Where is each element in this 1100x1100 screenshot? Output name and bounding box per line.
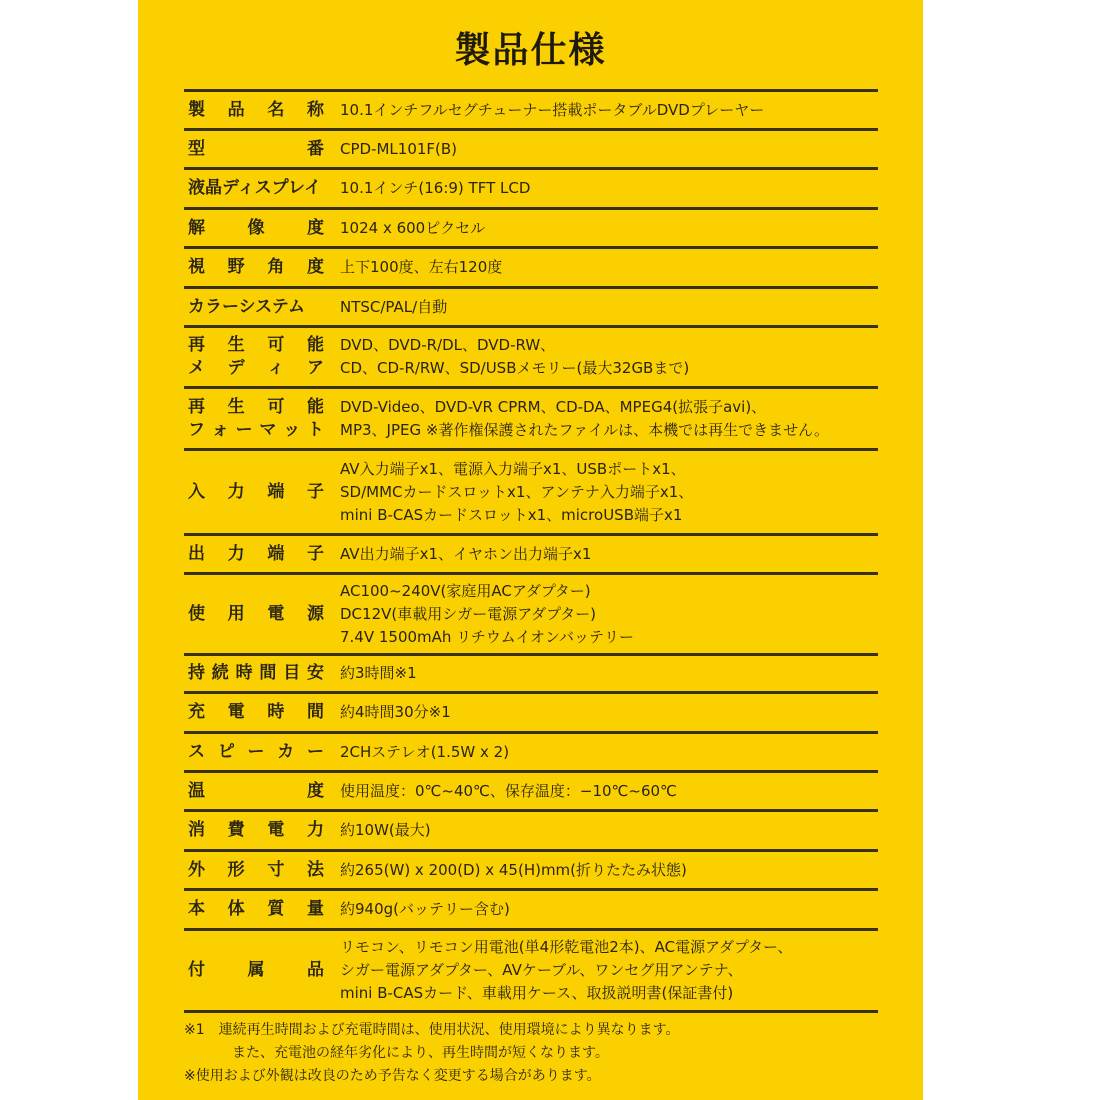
footnote-line: ※1 連続再生時間および充電時間は、使用状況、使用環境により異なります。 xyxy=(184,1022,680,1038)
spec-label: 型 番 xyxy=(188,138,324,159)
spec-value: 10.1インチ(16:9) TFT LCD xyxy=(340,179,531,197)
spec-label: 解 像 度 xyxy=(188,217,324,238)
page-title: 製品仕様 xyxy=(454,30,607,71)
spec-label: 液晶ディスプレイ xyxy=(188,178,322,198)
spec-row xyxy=(184,89,878,128)
spec-label: 持 続 時 間 目 安 xyxy=(188,663,324,683)
spec-value: 約4時間30分※1 xyxy=(340,703,451,721)
spec-row xyxy=(184,325,878,386)
spec-value: AC100~240V(家庭用ACアダプター) DC12V(車載用シガー電源アダプター) 7.4V 1500mAh リチウムイオンバッテリー xyxy=(340,581,634,646)
spec-row xyxy=(184,572,878,653)
spec-label: 外 形 寸 法 xyxy=(188,859,324,880)
spec-row xyxy=(184,286,878,325)
spec-row xyxy=(184,653,878,691)
spec-value: 使用温度：0℃~40℃、保存温度：−10℃~60℃ xyxy=(340,781,677,800)
spec-label: 使 用 電 源 xyxy=(188,603,324,624)
spec-row xyxy=(184,770,878,809)
spec-value: AV入力端子x1、電源入力端子x1、USBポートx1、 SD/MMCカードスロットx1、アンテナ入力端子x1、 mini B-CASカードスロットx1、microUSB端子x1 xyxy=(340,459,694,524)
spec-row xyxy=(184,731,878,770)
spec-value: 2CHステレオ(1.5W x 2) xyxy=(340,742,510,761)
spec-label: 充 電 時 間 xyxy=(188,702,324,722)
spec-label: 製 品 名 称 xyxy=(188,99,324,120)
spec-label: 本 体 質 量 xyxy=(188,899,324,919)
spec-value: CPD-ML101F(B) xyxy=(340,139,458,158)
spec-row xyxy=(184,207,878,246)
spec-value: AV出力端子x1、イヤホン出力端子x1 xyxy=(340,544,592,563)
spec-value: リモコン、リモコン用電池(単4形乾電池2本)、AC電源アダプター、 シガー電源アダプター、AVケーブル、ワンセグ用アンテナ、 mini B-CASカード、車載用ケース、取扱説明書(保証書付) xyxy=(340,938,793,1002)
spec-value: 10.1インチフルセグチューナー搭載ポータブルDVDプレーヤー xyxy=(340,100,765,119)
spec-row xyxy=(184,246,878,286)
spec-value: DVD-Video、DVD-VR CPRM、CD-DA、MPEG4(拡張子avi)、 MP3、JPEG ※著作権保護されたファイルは、本機では再生できません。 xyxy=(340,397,830,439)
spec-label: 出 力 端 子 xyxy=(188,543,324,564)
spec-label: 付 属 品 xyxy=(188,960,324,980)
spec-label: 消 費 電 力 xyxy=(188,820,324,840)
spec-row xyxy=(184,128,878,167)
spec-row xyxy=(184,691,878,731)
footnote-line: また、充電池の経年劣化により、再生時間が短くなります。 xyxy=(232,1045,609,1061)
spec-value: 約940g(バッテリー含む) xyxy=(340,900,510,918)
spec-value: NTSC/PAL/自動 xyxy=(340,297,448,316)
spec-value: 約265(W) x 200(D) x 45(H)mm(折りたたみ状態) xyxy=(340,860,687,879)
spec-row xyxy=(184,888,878,928)
footnote-line: ※使用および外観は改良のため予告なく変更する場合があります。 xyxy=(184,1068,601,1084)
spec-label: 再 生 可 能 メ デ ィ ア xyxy=(188,335,324,378)
spec-row xyxy=(184,928,878,1013)
spec-row xyxy=(184,167,878,207)
spec-row xyxy=(184,448,878,533)
spec-label: ス ピ ー カ ー xyxy=(188,741,324,762)
spec-value: 約10W(最大) xyxy=(340,821,431,839)
spec-label: 入 力 端 子 xyxy=(188,481,324,502)
spec-row xyxy=(184,386,878,448)
spec-label: カラーシステム xyxy=(188,296,305,317)
spec-value: 1024 x 600ピクセル xyxy=(340,218,486,237)
spec-value: 上下100度、左右120度 xyxy=(340,258,503,276)
spec-row xyxy=(184,849,878,888)
spec-label: 温 度 xyxy=(188,780,324,801)
spec-panel xyxy=(138,0,923,1100)
spec-label: 再 生 可 能 フ ォ ー マ ッ ト xyxy=(188,396,324,440)
spec-value: DVD、DVD-R/DL、DVD-RW、 CD、CD-R/RW、SD/USBメモリー(最大32GBまで) xyxy=(340,336,690,377)
spec-row xyxy=(184,809,878,849)
spec-value: 約3時間※1 xyxy=(340,664,417,682)
spec-row xyxy=(184,533,878,572)
spec-label: 視 野 角 度 xyxy=(188,257,324,277)
spec-table xyxy=(184,89,878,1013)
footnotes xyxy=(184,1019,680,1088)
